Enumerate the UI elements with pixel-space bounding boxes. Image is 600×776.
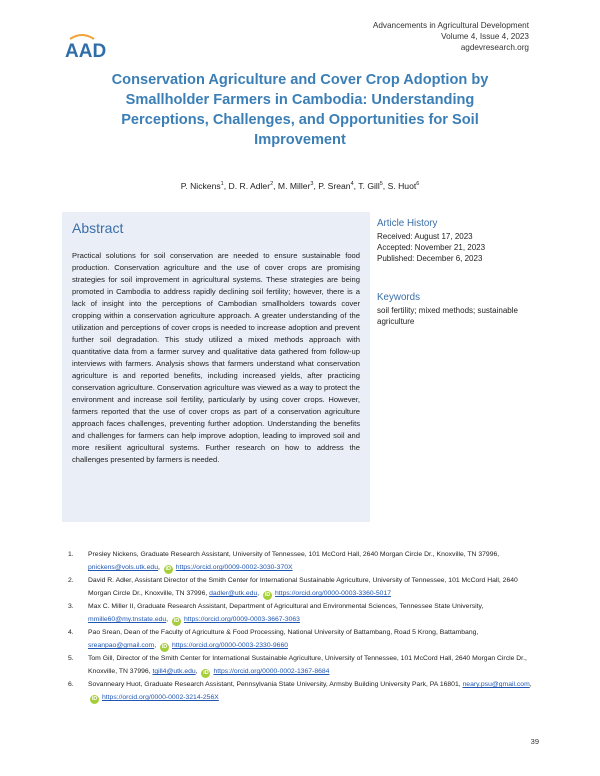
author-list [60,181,540,191]
keywords-heading: Keywords [377,292,421,303]
orcid-link[interactable]: https://orcid.org/0009-0003-3667-3063 [183,616,300,623]
orcid-icon: iD [203,670,209,676]
email-link[interactable]: tgill4@utk.edu [152,668,196,675]
footnote: 6. Sovanneary Huot, Graduate Research Assistant, Pennsylvania State University, Armsby Building University Park, PA 16801, neary.psu@gmail.com, iD https://orcid.org/0000-0002-3214-256X [68,681,532,702]
logo-text: AAD [65,41,107,59]
accepted-date: Accepted: November 21, 2023 [377,243,486,252]
author: S. Huot$^6$ [387,181,420,191]
orcid-icon: iD [173,618,180,624]
footnote: 5. Tom Gill, Director of the Smith Center for International Sustainable Agriculture, University of Tennessee, 101 McCord Hall, 2640 Morgan Circle Dr., Knoxville, TN 37996, tgill4@utk.edu, iD https://orcid.org/0000-0002-1367-8684 [68,655,527,676]
aad-logo [64,33,118,59]
author: T. Gill$^5$, [358,181,388,191]
author-footnotes [68,548,538,704]
page-number: 39 [530,737,539,746]
orcid-icon: iD [161,644,168,650]
keywords [377,292,547,327]
email-link[interactable]: mmille60@my.tnstate.edu [88,616,167,623]
author: P. Nickens$^1$, [180,181,229,191]
article-history-heading: Article History [377,218,438,229]
received-date: Received: August 17, 2023 [377,232,473,241]
journal-info [373,20,529,53]
orcid-icon: iD [264,592,271,598]
abstract-box [62,212,370,522]
orcid-link[interactable]: https://orcid.org/0000-0003-3360-5017 [275,590,392,597]
author: M. Miller$^3$, [277,181,319,191]
paper-title: Conservation Agriculture and Cover Crop Adoption by Smallholder Farmers in Cambodia: Understanding Perceptions, Challenges, and Opportunities for Soil Improvement [111,72,489,148]
email-link[interactable]: sreanpao@gmail.com [88,642,155,649]
published-date: Published: December 6, 2023 [377,254,483,263]
orcid-link[interactable]: https://orcid.org/0000-0003-2330-9660 [172,642,289,649]
email-link[interactable]: pnickens@vols.utk.edu [88,564,158,571]
email-link[interactable]: neary.psu@gmail.com [462,681,530,688]
footnote: 3. Max C. Miller II, Graduate Research Assistant, Department of Agricultural and Environmental Sciences, Tennessee State University, mmille60@my.tnstate.edu, iD https://orcid.org/0009-0003-3667-3063 [68,603,484,624]
orcid-link[interactable]: https://orcid.org/0009-0002-3030-370X [175,564,293,571]
keywords-text: soil fertility; mixed methods; sustainable agriculture [377,306,518,326]
orcid-link[interactable]: https://orcid.org/0000-0002-3214-256X [102,694,219,701]
journal-volume: Volume 4, Issue 4, 2023 [441,32,529,41]
journal-name: Advancements in Agricultural Development [372,21,529,30]
footnote: 1. Presley Nickens, Graduate Research Assistant, University of Tennessee, 101 McCord Hall, 2640 Morgan Circle Dr., Knoxville, TN 37996, pnickens@vols.utk.edu, iD https://orcid.org/0009-0002-3030-370X [68,551,500,572]
article-history [377,218,547,264]
orcid-link[interactable]: https://orcid.org/0000-0002-1367-8684 [213,668,330,675]
orcid-icon: iD [165,566,172,572]
orcid-icon: iD [91,696,98,702]
abstract-text: Practical solutions for soil conservation are needed to ensure sustainable food production. Conservation agriculture and the use of cover crops are promising strategies for soil improvement in agricultural systems. These strategies are being promoted in Cambodia to address rapidly declining soil fertility; however, there is a lack of insight into the perceptions of Cambodian smallholders towards cover cropping within a conservation agriculture approach. A greater understanding of the utilization and perceptions of cover crops is needed to increase adoption and prevent further soil degradation. This study utilized a mixed methods approach with quantitative data from a farmer survey and qualitative data gathered from follow-up interviews with farmers. Analysis shows that farmers understand what conservation agriculture is and reported benefits, including increased yields, after practicing conservation agriculture. Conservation agriculture was viewed as a way to protect the environment and increase soil fertility, particularly by using cover crops. However, farmers reported that the use of cover crops as part of a conservation agriculture approach faces challenges, preventing further adoption. Understanding the benefits and challenges for farmers can help improve adoption, leading to improved soil and more resilient agricultural systems. Further research on how to address the challenges presented by farmers is needed. [72,251,360,464]
footnote: 4. Pao Srean, Dean of the Faculty of Agriculture & Food Processing, National University of Battambang, Road 5 Krong, Battambang, sreanpao@gmail.com, iD https://orcid.org/0000-0003-2330-9660 [68,629,479,650]
abstract-heading: Abstract [72,220,124,236]
author: P. Srean$^4$, [318,181,359,191]
footnote: 2. David R. Adler, Assistant Director of the Smith Center for International Sustainable Agriculture, University of Tennessee, 101 McCord Hall, 2640 Morgan Circle Dr., Knoxville, TN 37996, dadler@utk.edu, iD https://orcid.org/0000-0003-3360-5017 [68,577,518,598]
journal-site: agdevresearch.org [460,43,529,52]
author: D. R. Adler$^2$, [228,181,278,191]
email-link[interactable]: dadler@utk.edu [209,590,258,597]
